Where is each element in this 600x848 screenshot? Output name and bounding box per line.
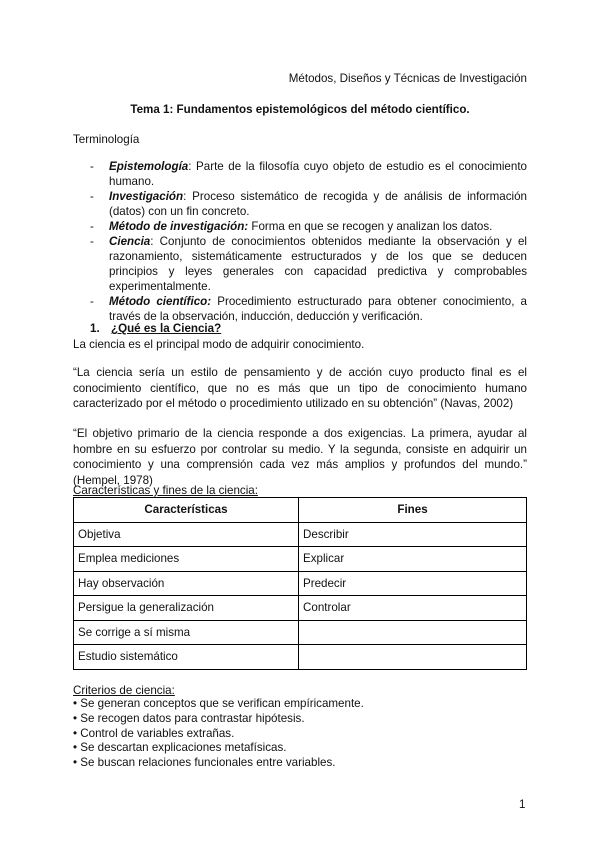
definition-term: Método de investigación: [109, 220, 249, 233]
header-characteristics: Características [74, 498, 299, 523]
definition-item [73, 234, 527, 294]
definition-separator: : [183, 190, 187, 203]
criteria-caption: Criterios de ciencia: [73, 684, 175, 697]
dash-bullet: - [90, 160, 94, 173]
list-item: • Se recogen datos para contrastar hipótesis. [73, 711, 305, 725]
list-item: • Se buscan relaciones funcionales entre variables. [73, 756, 336, 770]
definition-term: Método científico: [109, 295, 212, 308]
table-cell: Objetiva [74, 522, 299, 547]
dash-bullet: - [90, 235, 94, 248]
definition-term: Investigación [109, 190, 184, 203]
table-cell: Persigue la generalización [74, 596, 299, 621]
header-goals: Fines [299, 498, 527, 523]
definition-term: Ciencia [109, 235, 151, 248]
definition-term: Epistemología [109, 160, 189, 173]
table-cell: Describir [299, 522, 527, 547]
dash-bullet: - [90, 190, 94, 203]
definition-separator: : [150, 235, 154, 248]
definition-separator: : [188, 160, 192, 173]
table-row [74, 571, 527, 596]
definition-item [73, 189, 527, 219]
list-item: • Se descartan explicaciones metafísicas. [73, 741, 287, 755]
dash-bullet: - [90, 295, 94, 308]
table-row [74, 620, 527, 645]
table-row [74, 522, 527, 547]
intro-paragraph: La ciencia es el principal modo de adquirir conocimiento. [73, 338, 365, 351]
criteria-list [73, 697, 364, 771]
table-cell: Predecir [299, 571, 527, 596]
quote-navas: “La ciencia sería un estilo de pensamiento y de acción cuyo producto final es el conocimiento científico, que no es más que un tipo de conocimiento humano caracterizado por el método o procedimiento utilizado en su obtención” (Navas, 2002) [73, 366, 527, 410]
definition-item [73, 159, 527, 189]
dash-bullet: - [90, 220, 94, 233]
table-header-row [74, 498, 527, 523]
definition-text: Forma en que se recogen y analizan los datos. [248, 220, 493, 233]
table-caption: Características y fines de la ciencia: [73, 484, 258, 497]
table-cell: Hay observación [74, 571, 299, 596]
table-cell: Explicar [299, 547, 527, 572]
definition-item [73, 294, 527, 324]
quote-hempel: “El objetivo primario de la ciencia responde a dos exigencias. La primera, ayudar al hombre en su esfuerzo por controlar su medio. Y la segunda, consiste en adquirir un conocimiento y una comprensión cada vez más amplios y profundos del mundo.” (Hempel, 1978) [73, 427, 527, 487]
definitions-list [73, 159, 527, 324]
definition-text: Conjunto de conocimientos obtenidos mediante la observación y el razonamiento, sistemáticamente estructurados y de los que se deducen principios y leyes generales con capacidad predictiva y comprobables experimentalmente. [109, 235, 527, 293]
table-row [74, 596, 527, 621]
document-title: Tema 1: Fundamentos epistemológicos del método científico. [130, 103, 470, 116]
characteristics-table [73, 497, 527, 670]
table-cell: Emplea mediciones [74, 547, 299, 572]
definition-text: Proceso sistemático de recogida y de análisis de información (datos) con un fin concreto. [109, 190, 527, 218]
running-header: Métodos, Diseños y Técnicas de Investigación [288, 72, 527, 85]
list-item: • Se generan conceptos que se verifican empíricamente. [73, 697, 364, 710]
section-title: ¿Qué es la Ciencia? [111, 322, 222, 335]
definition-text: Procedimiento estructurado para obtener conocimiento, a través de la observación, inducción, deducción y verificación. [109, 295, 528, 323]
definition-item [73, 219, 527, 234]
page-number: 1 [519, 798, 526, 811]
section-number: 1. [90, 322, 100, 335]
table-cell [299, 645, 527, 670]
table-cell: Controlar [299, 596, 527, 621]
definition-text: Parte de la filosofía cuyo objeto de estudio es el conocimiento humano. [109, 160, 527, 188]
section-heading [90, 322, 221, 335]
table-cell: Estudio sistemático [74, 645, 299, 670]
table-cell [299, 620, 527, 645]
list-item: • Control de variables extrañas. [73, 726, 235, 740]
terminology-heading: Terminología [73, 133, 140, 146]
table-cell: Se corrige a sí misma [74, 620, 299, 645]
table-row [74, 645, 527, 670]
table-row [74, 547, 527, 572]
